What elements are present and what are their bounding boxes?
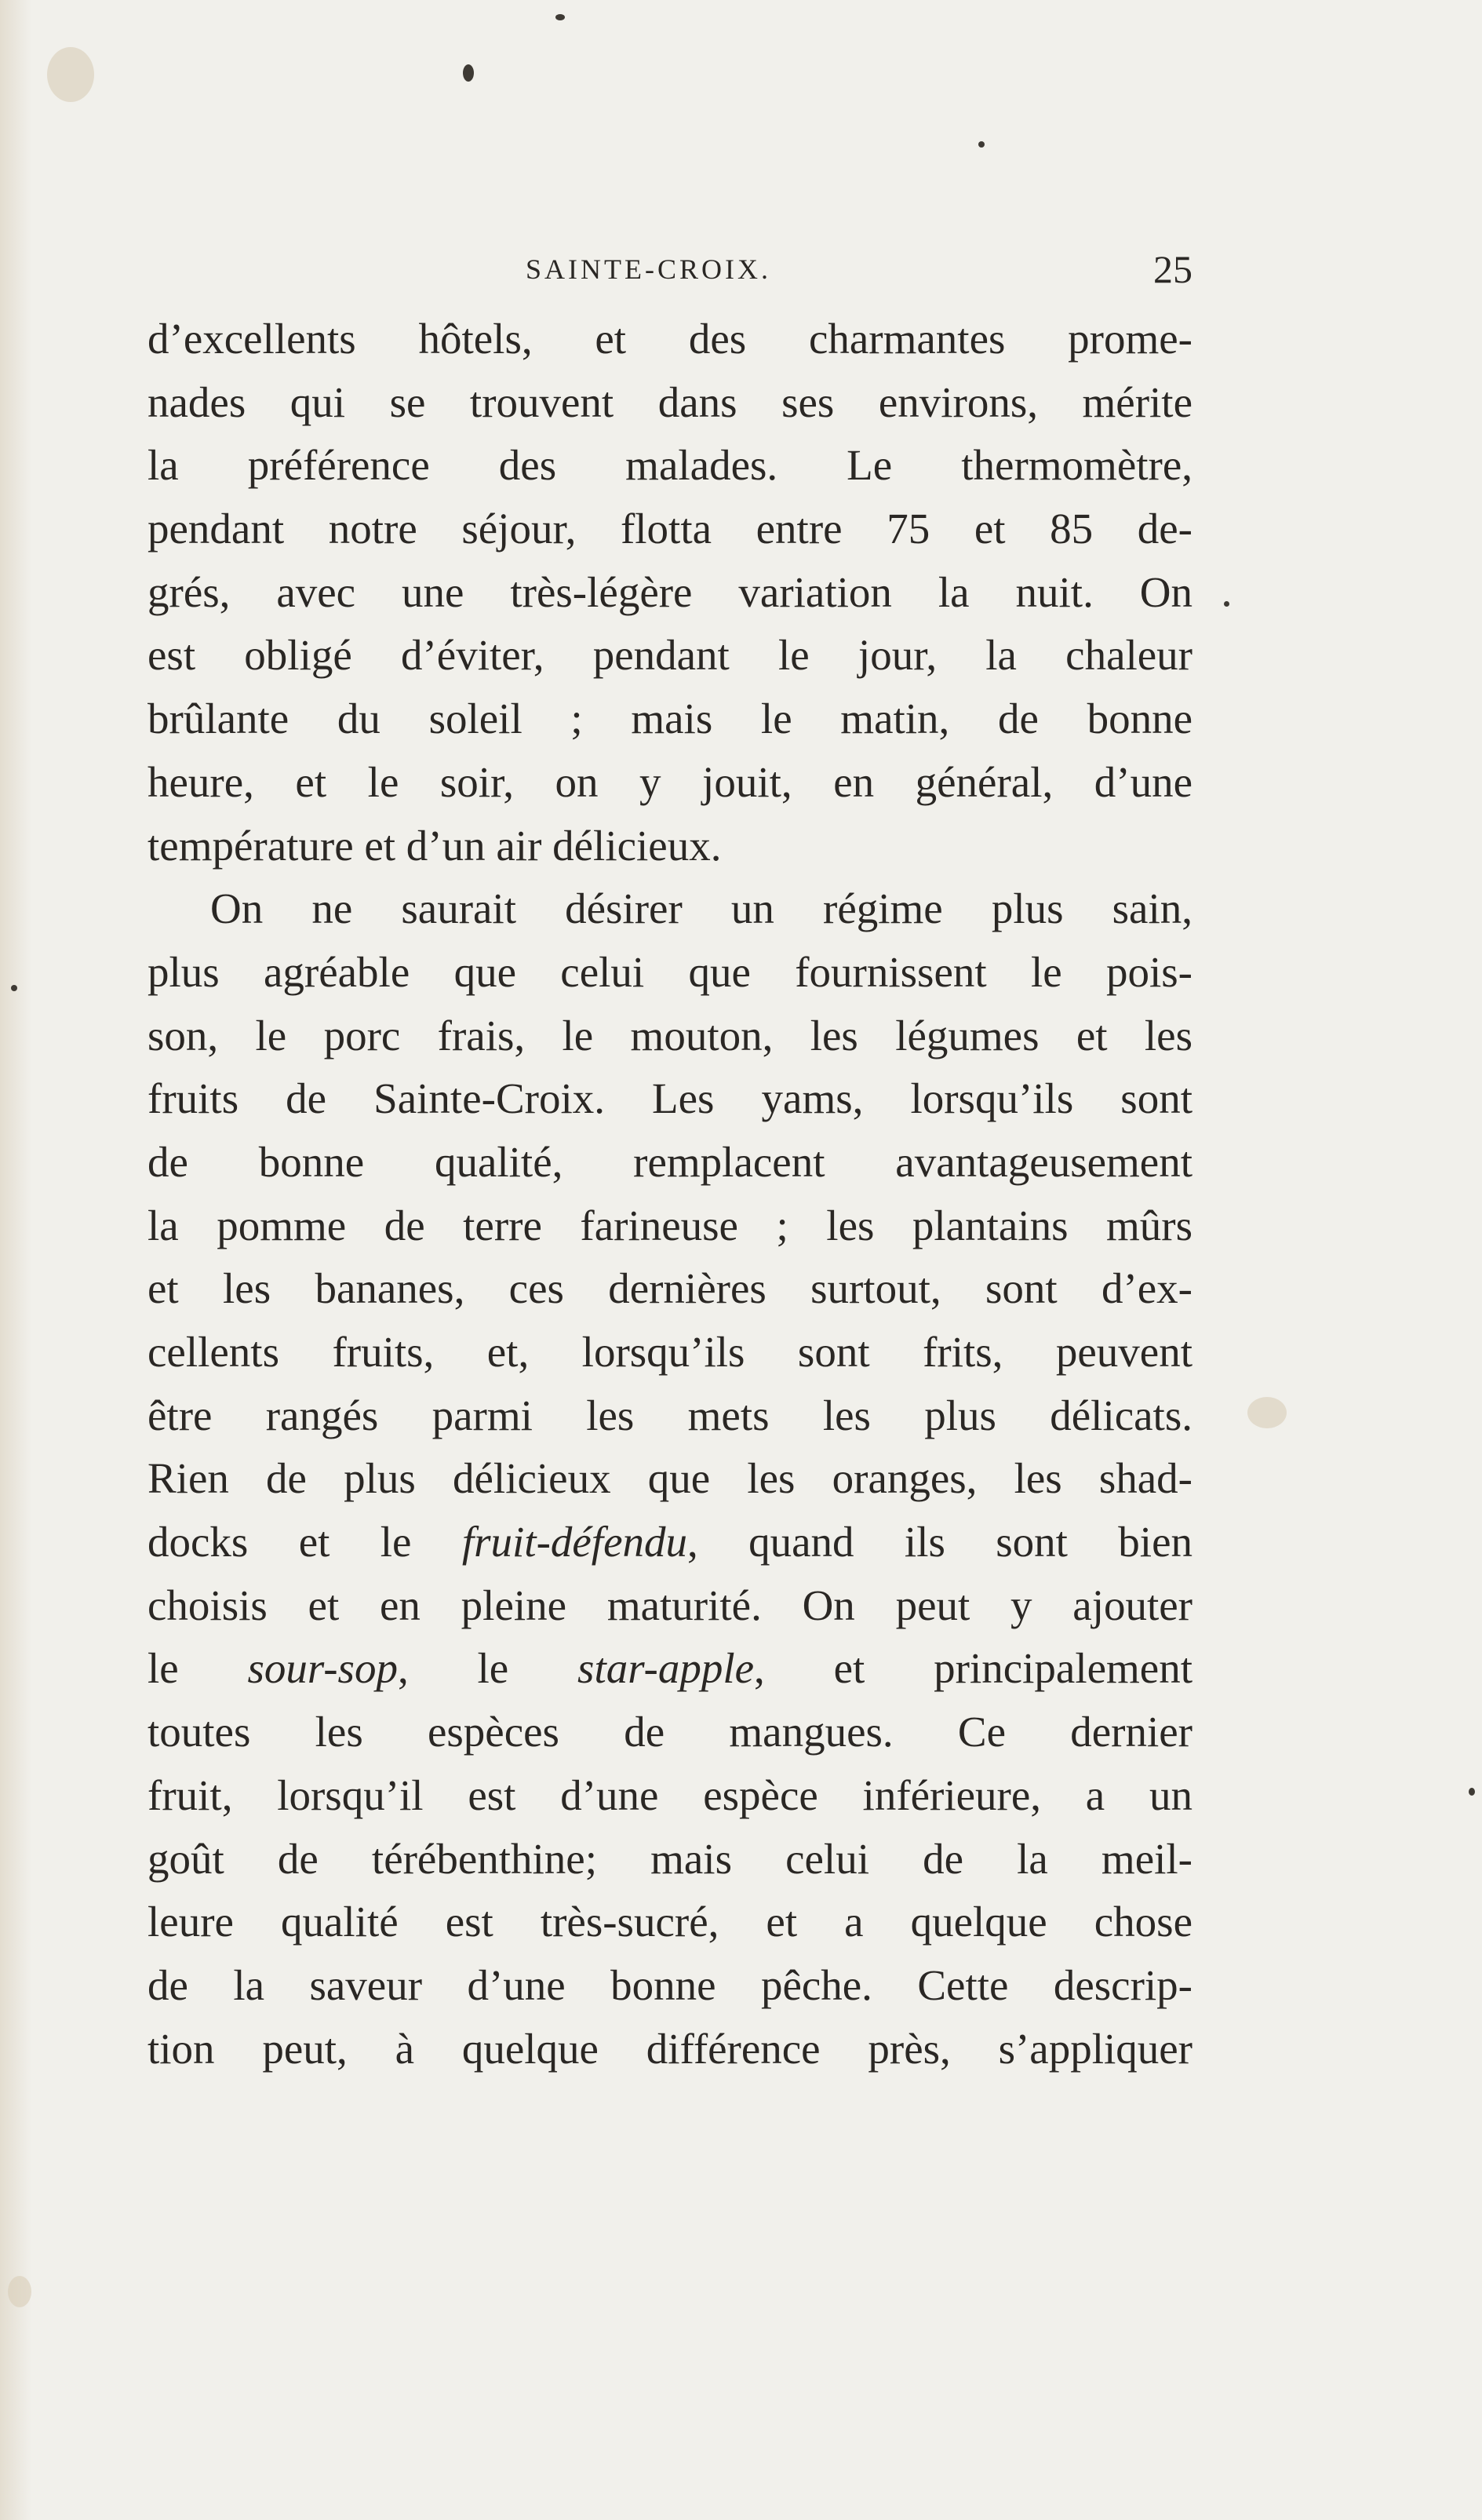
italic-term: fruit-défendu	[461, 1518, 687, 1566]
text-segment: son, le porc frais, le mouton, les légumes et les	[147, 1011, 1193, 1059]
text-line	[147, 1005, 1193, 1068]
text-segment: de bonne qualité, remplacent avantageusement	[147, 1137, 1193, 1186]
text-segment: fruit, lorsqu’il est d’une espèce inférieure, a un	[147, 1771, 1193, 1819]
text-segment: , quand ils sont bien	[687, 1518, 1193, 1566]
text-line	[147, 308, 1193, 371]
text-segment: goût de térébenthine; mais celui de la meil-	[147, 1834, 1193, 1883]
text-segment: leure qualité est très-sucré, et a quelque chose	[147, 1898, 1193, 1946]
text-segment: la pomme de terre farineuse ; les plantains mûrs	[147, 1201, 1193, 1249]
foxing-mark	[47, 47, 94, 102]
ink-speck	[1224, 601, 1229, 607]
foxing-mark	[8, 2276, 31, 2307]
text-line	[147, 1384, 1193, 1448]
text-line	[147, 624, 1193, 687]
text-line	[147, 2018, 1193, 2081]
text-segment: température et d’un air délicieux.	[147, 821, 722, 870]
text-line	[147, 1067, 1193, 1131]
text-segment: toutes les espèces de mangues. Ce dernier	[147, 1708, 1193, 1756]
text-line	[147, 561, 1193, 625]
ink-speck	[978, 141, 985, 148]
text-line	[147, 434, 1193, 498]
text-segment: choisis et en pleine maturité. On peut y ajouter	[147, 1581, 1193, 1629]
text-segment: est obligé d’éviter, pendant le jour, la chaleur	[147, 631, 1193, 680]
text-line	[147, 1131, 1193, 1194]
text-line	[147, 1701, 1193, 1764]
text-segment: grés, avec une très-légère variation la nuit. On	[147, 567, 1193, 616]
text-line	[147, 941, 1193, 1005]
text-line	[147, 498, 1193, 561]
text-segment: pendant notre séjour, flotta entre 75 et 85 de-	[147, 505, 1193, 553]
text-line	[147, 1637, 1193, 1701]
page-header	[141, 246, 1193, 294]
text-line	[147, 1954, 1193, 2018]
text-line	[147, 1511, 1193, 1574]
text-line	[147, 1447, 1193, 1511]
text-line	[147, 877, 1193, 941]
text-segment: nades qui se trouvent dans ses environs, mérite	[147, 377, 1193, 426]
text-line	[147, 751, 1193, 815]
text-segment: , et principalement	[754, 1644, 1193, 1693]
ink-speck	[463, 64, 474, 82]
ink-speck	[1469, 1788, 1475, 1796]
text-segment: cellents fruits, et, lorsqu’ils sont frits, peuvent	[147, 1328, 1193, 1376]
foxing-mark	[1247, 1397, 1287, 1428]
text-segment: plus agréable que celui que fournissent le pois-	[147, 947, 1193, 996]
ink-speck	[555, 14, 565, 20]
italic-term: sour-sop	[247, 1644, 398, 1693]
text-line	[147, 1891, 1193, 1954]
text-line	[147, 815, 1193, 878]
text-segment: la préférence des malades. Le thermomètre,	[147, 441, 1193, 490]
text-segment: Rien de plus délicieux que les oranges, les shad-	[147, 1454, 1193, 1503]
text-line	[147, 1194, 1193, 1258]
running-head: SAINTE-CROIX.	[526, 253, 771, 285]
text-segment: brûlante du soleil ; mais le matin, de bonne	[147, 695, 1193, 743]
text-segment: , le	[397, 1644, 578, 1693]
text-line	[147, 1764, 1193, 1828]
text-segment: On ne saurait désirer un régime plus sain,	[210, 884, 1193, 933]
text-line	[147, 1828, 1193, 1891]
text-segment: tion peut, à quelque différence près, s’appliquer	[147, 2024, 1193, 2073]
text-segment: heure, et le soir, on y jouit, en général, d’une	[147, 757, 1193, 806]
text-line	[147, 1321, 1193, 1384]
text-line	[147, 371, 1193, 435]
text-segment: et les bananes, ces dernières surtout, sont d’ex-	[147, 1264, 1193, 1313]
italic-term: star-apple	[577, 1644, 755, 1693]
page-number: 25	[1153, 247, 1193, 291]
text-segment: de la saveur d’une bonne pêche. Cette descrip-	[147, 1960, 1193, 2009]
text-line	[147, 1574, 1193, 1638]
text-line	[147, 687, 1193, 751]
text-segment: d’excellents hôtels, et des charmantes prome-	[147, 315, 1193, 363]
text-segment: fruits de Sainte-Croix. Les yams, lorsqu’ils sont	[147, 1074, 1193, 1123]
text-segment: être rangés parmi les mets les plus délicats.	[147, 1391, 1193, 1439]
body-text	[147, 308, 1193, 2081]
ink-speck	[11, 985, 17, 991]
text-segment: docks et le	[147, 1518, 462, 1566]
text-segment: le	[147, 1644, 248, 1693]
text-line	[147, 1257, 1193, 1321]
